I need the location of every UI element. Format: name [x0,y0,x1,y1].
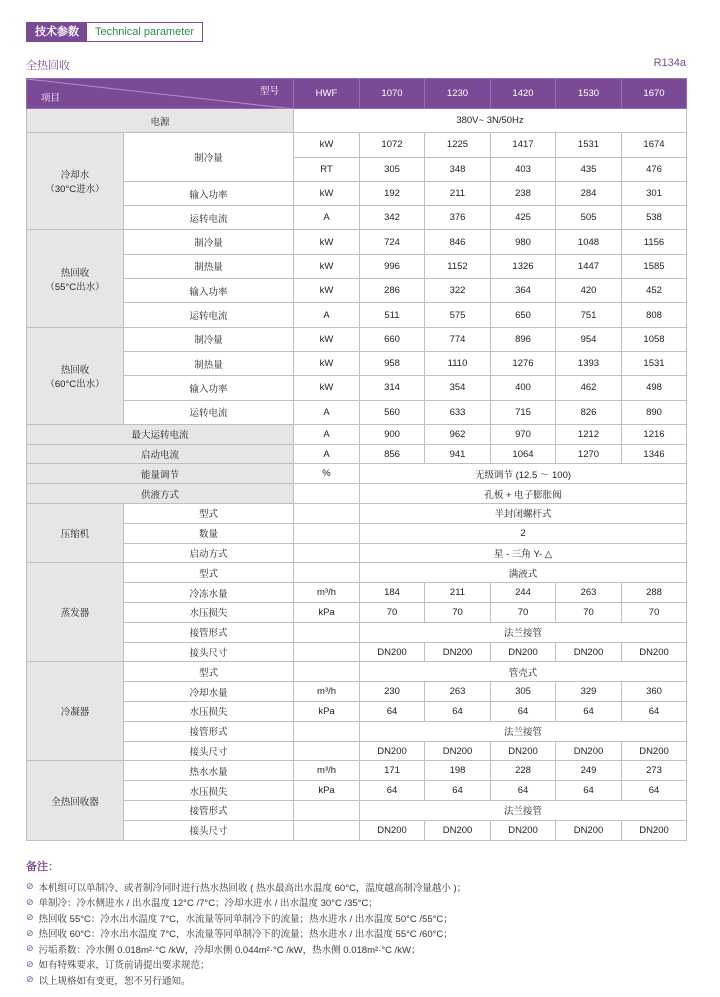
table-row [27,523,687,543]
group-condenser: 冷凝器 [27,662,124,761]
table-row [27,327,687,351]
value-cell: 64 [556,702,622,722]
corner-item-label: 项目 [41,93,61,104]
table-row [27,351,687,375]
value-cell: 230 [360,682,425,702]
unit-cell [294,563,360,583]
value-cell: DN200 [556,820,622,840]
value-cell: DN200 [556,741,622,761]
value-cell: DN200 [491,642,556,662]
value-cell: 329 [556,682,622,702]
value-cell: 1225 [425,133,491,157]
corner-cell [27,79,294,109]
group-compressor: 压缩机 [27,504,124,563]
value-cell: 890 [622,400,687,424]
group-evaporator: 蒸发器 [27,563,124,662]
row-label: 型式 [124,563,294,583]
unit-cell: A [294,444,360,464]
value-cell: 无级调节 (12.5 ～ 100) [360,464,687,484]
row-label: 输入功率 [124,376,294,400]
value-cell: 管壳式 [360,662,687,682]
table-row [27,279,687,303]
table-row [27,583,687,603]
row-label: 水压损失 [124,702,294,722]
value-cell: 1531 [556,133,622,157]
value-cell: 1326 [491,254,556,278]
table-row [27,79,687,109]
value-cell: 70 [622,603,687,623]
value-cell: DN200 [622,642,687,662]
value-cell: 1058 [622,327,687,351]
value-cell: 435 [556,157,622,181]
table-row [27,781,687,801]
unit-cell [294,801,360,821]
value-cell: 633 [425,400,491,424]
value-cell: 403 [491,157,556,181]
value-cell: 724 [360,230,425,254]
value-cell: 1048 [556,230,622,254]
value-cell: 305 [360,157,425,181]
note-text: 单制冷：冷水侧进水 / 出水温度 12°C /7°C；冷却水进水 / 出水温度 30°C /35°C； [38,898,378,910]
value-cell: 249 [556,761,622,781]
row-label: 输入功率 [124,279,294,303]
model-header: 1230 [425,79,491,109]
value-cell: 263 [425,682,491,702]
value-cell: 560 [360,400,425,424]
value-cell: 284 [556,181,622,205]
bullet-icon: ⊘ [26,912,34,923]
value-cell: 715 [491,400,556,424]
row-label: 电源 [27,109,294,133]
row-label: 接管形式 [124,721,294,741]
value-cell: 958 [360,351,425,375]
table-row [27,376,687,400]
row-label: 启动电流 [27,444,294,464]
value-cell: DN200 [425,642,491,662]
row-label: 水压损失 [124,603,294,623]
value-cell: 420 [556,279,622,303]
value-cell: 满液式 [360,563,687,583]
unit-cell: A [294,424,360,444]
value-cell: 70 [556,603,622,623]
value-cell: 511 [360,303,425,327]
table-row [27,761,687,781]
value-cell: 2 [360,523,687,543]
hwf-header: HWF [294,79,360,109]
value-cell: 342 [360,206,425,230]
unit-cell [294,504,360,524]
value-cell: 305 [491,682,556,702]
value-cell: 64 [425,781,491,801]
value-cell: 1674 [622,133,687,157]
unit-cell [294,642,360,662]
value-cell: 376 [425,206,491,230]
value-cell: DN200 [491,741,556,761]
value-cell: 808 [622,303,687,327]
group-heat-recoverer: 全热回收器 [27,761,124,840]
table-row [27,662,687,682]
value-cell: 法兰接管 [360,721,687,741]
value-cell: 970 [491,424,556,444]
value-cell: 228 [491,761,556,781]
spec-table [26,78,687,841]
value-cell: 288 [622,583,687,603]
row-label: 运转电流 [124,400,294,424]
unit-cell [294,662,360,682]
row-label: 型式 [124,662,294,682]
value-cell: 64 [622,702,687,722]
unit-cell: m³/h [294,761,360,781]
bullet-icon: ⊘ [26,958,34,969]
value-cell: 70 [360,603,425,623]
refrigerant-label: R134a [653,57,686,69]
row-label: 冷冻水量 [124,583,294,603]
unit-cell: kW [294,351,360,375]
unit-cell: A [294,303,360,327]
value-cell: 1276 [491,351,556,375]
header-en: Technical parameter [87,23,202,41]
value-cell: DN200 [425,741,491,761]
value-cell: 980 [491,230,556,254]
unit-cell: kW [294,279,360,303]
model-header: 1670 [622,79,687,109]
value-cell: 192 [360,181,425,205]
table-row [27,504,687,524]
table-row [27,424,687,444]
bullet-icon: ⊘ [26,943,34,954]
table-row [27,543,687,563]
unit-cell [294,543,360,563]
note-item [26,941,466,957]
value-cell: 1072 [360,133,425,157]
value-cell: 1346 [622,444,687,464]
row-label: 型式 [124,504,294,524]
table-row [27,702,687,722]
value-cell: 1110 [425,351,491,375]
value-cell: 1417 [491,133,556,157]
model-header: 1420 [491,79,556,109]
value-cell: 774 [425,327,491,351]
header-cn: 技术参数 [27,23,87,41]
note-item [26,895,466,911]
row-label: 数量 [124,523,294,543]
row-label: 制热量 [124,351,294,375]
value-cell: 996 [360,254,425,278]
table-row [27,563,687,583]
unit-cell: kPa [294,781,360,801]
row-label: 最大运转电流 [27,424,294,444]
value-cell: 211 [425,583,491,603]
value-cell: 846 [425,230,491,254]
value-cell: DN200 [622,820,687,840]
note-item [26,972,466,988]
unit-cell [294,721,360,741]
unit-cell: kW [294,254,360,278]
value-cell: 900 [360,424,425,444]
row-label: 运转电流 [124,303,294,327]
value-cell: 856 [360,444,425,464]
unit-cell: A [294,400,360,424]
value-cell: 70 [425,603,491,623]
table-row [27,181,687,205]
table-row [27,801,687,821]
row-label: 供液方式 [27,484,294,504]
value-cell: 322 [425,279,491,303]
unit-cell: RT [294,157,360,181]
value-cell: 364 [491,279,556,303]
value-cell: 1156 [622,230,687,254]
value-cell: 孔板 + 电子膨胀阀 [360,484,687,504]
value-cell: 184 [360,583,425,603]
value-cell: 400 [491,376,556,400]
unit-cell [294,523,360,543]
value-cell: 64 [556,781,622,801]
group-heat-recovery-55: 热回收 （55°C出水） [27,230,124,327]
value-cell: 476 [622,157,687,181]
group-cooling-water: 冷却水 （30°C进水） [27,133,124,230]
table-row [27,230,687,254]
unit-cell: kW [294,376,360,400]
value-cell: 538 [622,206,687,230]
value-cell: 1585 [622,254,687,278]
value-cell: 211 [425,181,491,205]
row-label: 水压损失 [124,781,294,801]
bullet-icon: ⊘ [26,974,34,985]
value-cell: 360 [622,682,687,702]
unit-cell: m³/h [294,583,360,603]
value-cell: DN200 [491,820,556,840]
note-text: 本机组可以单制冷、或者制冷同时进行热水热回收 ( 热水最高出水温度 60°C，温度越高制冷量越小 )； [38,882,467,894]
value-cell: 171 [360,761,425,781]
note-text: 热回收 60°C：冷水出水温度 7°C，水流量等同单制冷下的流量；热水进水 / 出水温度 55°C /60°C； [38,929,453,941]
bullet-icon: ⊘ [26,881,34,892]
bullet-icon: ⊘ [26,896,34,907]
value-cell: 64 [491,702,556,722]
value-cell: 425 [491,206,556,230]
model-header: 1530 [556,79,622,109]
table-row [27,721,687,741]
unit-cell: kW [294,133,360,157]
page-subtitle: 全热回收 [26,60,70,72]
value-cell: 498 [622,376,687,400]
value-cell: 941 [425,444,491,464]
bullet-icon: ⊘ [26,927,34,938]
value-cell: 452 [622,279,687,303]
row-label: 制热量 [124,254,294,278]
value-cell: 64 [491,781,556,801]
value-cell: 星 - 三角 Y- △ [360,543,687,563]
unit-cell: % [294,464,360,484]
value-cell: 法兰接管 [360,622,687,642]
notes-title: 备注： [26,861,59,873]
value-cell: 575 [425,303,491,327]
value-cell: 751 [556,303,622,327]
group-heat-recovery-60: 热回收 （60°C出水） [27,327,124,424]
value-cell: 380V~ 3N/50Hz [294,109,687,133]
unit-cell: A [294,206,360,230]
section-header-tag [26,22,203,42]
row-label: 运转电流 [124,206,294,230]
model-header: 1070 [360,79,425,109]
unit-cell [294,484,360,504]
row-label: 启动方式 [124,543,294,563]
value-cell: 826 [556,400,622,424]
row-label: 制冷量 [124,133,294,182]
value-cell: 962 [425,424,491,444]
value-cell: 半封闭螺杆式 [360,504,687,524]
value-cell: DN200 [425,820,491,840]
unit-cell [294,741,360,761]
row-label: 制冷量 [124,230,294,254]
unit-cell: kW [294,327,360,351]
value-cell: 954 [556,327,622,351]
table-row [27,400,687,424]
unit-cell: kPa [294,702,360,722]
value-cell: 314 [360,376,425,400]
value-cell: DN200 [360,642,425,662]
table-row [27,254,687,278]
row-label: 输入功率 [124,181,294,205]
note-text: 如有特殊要求，订货前请提出要求规范； [38,960,210,972]
value-cell: 238 [491,181,556,205]
value-cell: 64 [360,781,425,801]
value-cell: 263 [556,583,622,603]
table-row [27,682,687,702]
value-cell: DN200 [622,741,687,761]
table-row [27,603,687,623]
table-row [27,133,687,157]
value-cell: DN200 [556,642,622,662]
row-label: 能量调节 [27,464,294,484]
corner-model-label: 型号 [259,86,279,97]
note-item [26,957,466,973]
unit-cell [294,820,360,840]
unit-cell: kW [294,181,360,205]
value-cell: DN200 [360,820,425,840]
value-cell: 1270 [556,444,622,464]
value-cell: 273 [622,761,687,781]
row-label: 制冷量 [124,327,294,351]
value-cell: 1064 [491,444,556,464]
row-label: 接头尺寸 [124,820,294,840]
value-cell: 301 [622,181,687,205]
row-label: 接管形式 [124,622,294,642]
row-label: 接管形式 [124,801,294,821]
value-cell: 244 [491,583,556,603]
notes-section [26,858,466,988]
unit-cell: kPa [294,603,360,623]
note-item [26,910,466,926]
value-cell: 354 [425,376,491,400]
value-cell: 660 [360,327,425,351]
value-cell: 462 [556,376,622,400]
value-cell: 198 [425,761,491,781]
value-cell: 505 [556,206,622,230]
value-cell: 1152 [425,254,491,278]
note-item [26,879,466,895]
note-text: 以上规格如有变更，恕不另行通知。 [38,975,191,987]
table-row [27,206,687,230]
value-cell: 64 [425,702,491,722]
unit-cell: m³/h [294,682,360,702]
table-row [27,741,687,761]
note-text: 热回收 55°C：冷水出水温度 7°C，水流量等同单制冷下的流量；热水进水 / 出水温度 50°C /55°C； [38,913,453,925]
table-row [27,303,687,327]
table-row [27,622,687,642]
value-cell: 64 [622,781,687,801]
row-label: 接头尺寸 [124,642,294,662]
value-cell: 896 [491,327,556,351]
table-row [27,444,687,464]
table-row [27,642,687,662]
value-cell: 1531 [622,351,687,375]
value-cell: 1212 [556,424,622,444]
value-cell: 1216 [622,424,687,444]
row-label: 接头尺寸 [124,741,294,761]
unit-cell [294,622,360,642]
row-label: 冷却水量 [124,682,294,702]
table-row [27,820,687,840]
table-row [27,484,687,504]
note-item [26,926,466,942]
row-label: 热水水量 [124,761,294,781]
note-text: 污垢系数：冷水侧 0.018m²·°C /kW，冷却水侧 0.044m²·°C /kW，热水侧 0.018m²·°C /kW； [38,944,421,956]
value-cell: 286 [360,279,425,303]
unit-cell: kW [294,230,360,254]
value-cell: 650 [491,303,556,327]
value-cell: 348 [425,157,491,181]
value-cell: 法兰接管 [360,801,687,821]
value-cell: 1393 [556,351,622,375]
value-cell: DN200 [360,741,425,761]
table-row [27,109,687,133]
value-cell: 70 [491,603,556,623]
value-cell: 1447 [556,254,622,278]
value-cell: 64 [360,702,425,722]
table-row [27,464,687,484]
